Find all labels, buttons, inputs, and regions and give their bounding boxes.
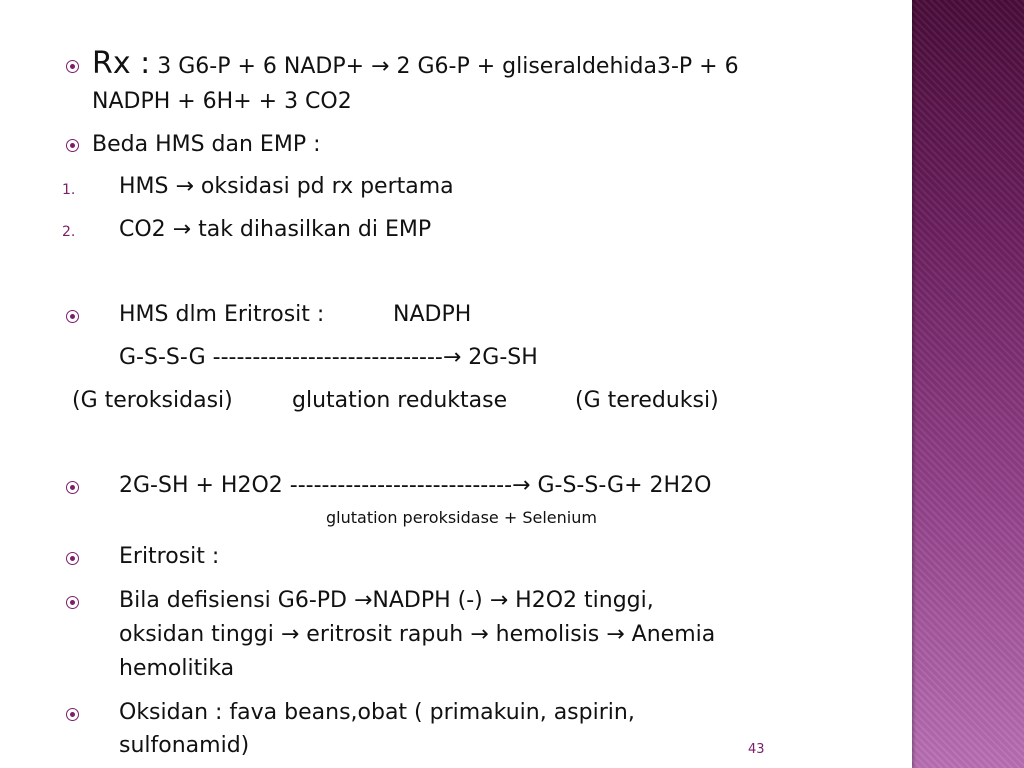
hms-enzyme-label: glutation reduktase [292,388,508,413]
rx-label: Rx : [92,46,151,81]
target-bullet-icon [66,60,79,73]
target-bullet-icon [66,139,79,152]
decorative-sidebar [912,0,1024,768]
rx-line-1 [92,46,739,82]
hms-title: HMS dlm Eritrosit : [119,302,325,327]
peroksidase-enzyme: glutation peroksidase + Selenium [326,508,597,527]
oksidan-line-2: sulfonamid) [119,733,250,758]
defisiensi-line-1: Bila defisiensi G6-PD →NADPH (-) → H2O2 tinggi, [119,588,654,613]
peroksidase-reaction: 2G-SH + H2O2 ----------------------------→ G-S-S-G+ 2H2O [119,473,712,498]
beda-title: Beda HMS dan EMP : [92,132,321,157]
hms-oxidized-label: (G teroksidasi) [72,388,233,413]
rx-line-2: NADPH + 6H+ + 3 CO2 [92,89,352,114]
oksidan-line-1: Oksidan : fava beans,obat ( primakuin, aspirin, [119,700,635,725]
beda-item-1: HMS → oksidasi pd rx pertama [119,174,454,199]
defisiensi-line-3: hemolitika [119,656,235,681]
sidebar-shadow [912,0,916,768]
beda-item-2: CO2 → tak dihasilkan di EMP [119,217,432,242]
list-number: 2. [62,224,76,240]
page-number: 43 [748,742,765,757]
target-bullet-icon [66,481,79,494]
target-bullet-icon [66,552,79,565]
target-bullet-icon [66,596,79,609]
rx-equation: 3 G6-P + 6 NADP+ → 2 G6-P + gliseraldehida3-P + 6 [157,54,739,79]
defisiensi-line-2: oksidan tinggi → eritrosit rapuh → hemolisis → Anemia [119,622,716,647]
list-number: 1. [62,182,76,198]
hms-reaction: G-S-S-G -----------------------------→ 2G-SH [119,345,538,370]
target-bullet-icon [66,310,79,323]
hms-reduced-label: (G tereduksi) [575,388,719,413]
target-bullet-icon [66,708,79,721]
hms-nadph: NADPH [393,302,472,327]
eritrosit-title: Eritrosit : [119,544,220,569]
